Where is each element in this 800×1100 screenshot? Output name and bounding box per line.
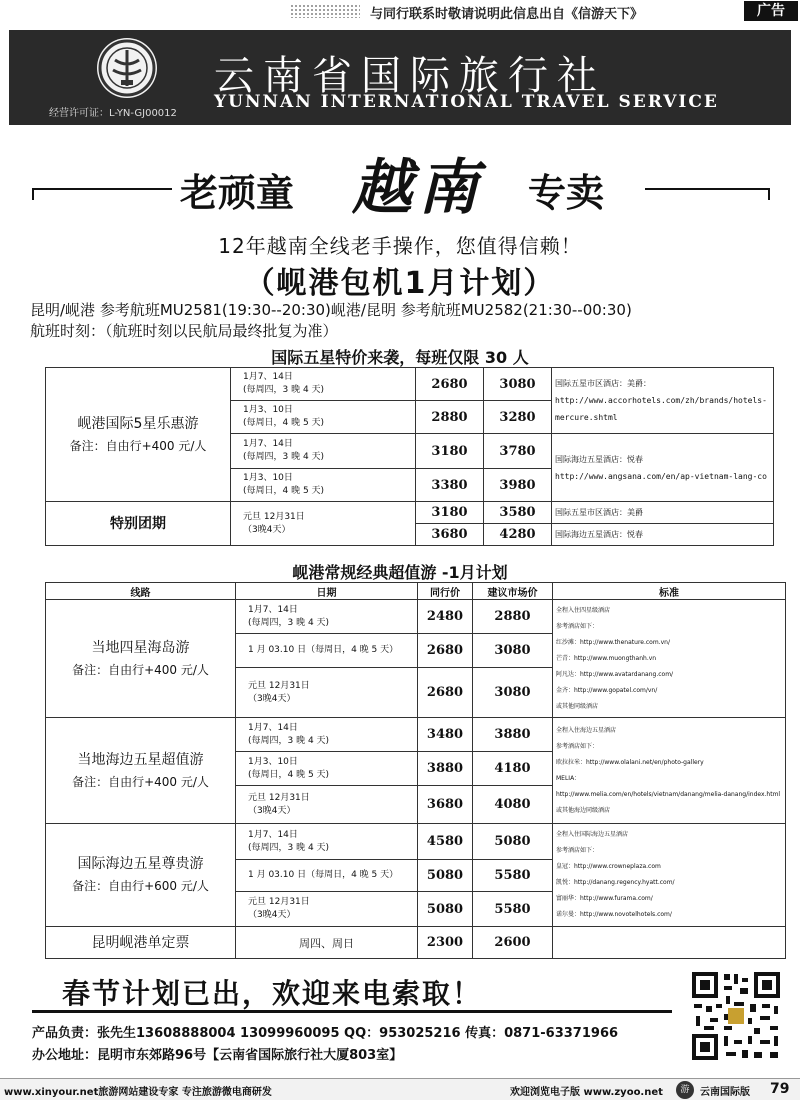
route-note: 备注：自由行+600 元/人 bbox=[72, 879, 209, 893]
top-strip bbox=[0, 0, 800, 22]
peer-price: 5080 bbox=[418, 860, 473, 892]
title-tick-right bbox=[768, 188, 770, 200]
peer-price: 3180 bbox=[416, 502, 484, 524]
market-price: 3080 bbox=[473, 634, 553, 668]
date-cell: 元旦 12月31日 （3晚4天） bbox=[236, 892, 418, 927]
peer-price: 3180 bbox=[416, 434, 484, 469]
edition-name: 云南国际版 bbox=[700, 1087, 750, 1098]
header-market: 建议市场价 bbox=[473, 583, 553, 600]
market-price: 3080 bbox=[473, 668, 553, 718]
peer-price: 2680 bbox=[418, 634, 473, 668]
market-price: 4080 bbox=[473, 786, 553, 824]
license-number: 经营许可证：L-YN-GJ00012 bbox=[49, 108, 177, 119]
market-price: 3980 bbox=[484, 469, 552, 502]
standard-info: 全程入住国际海边五星酒店 参考酒店如下： 皇冠：http://www.crowneplaza.com 凯悦：http://danang.regency.hyatt.com/ 富丽华：http://www.furama.com/ 诺尔曼：http://www.novotelhotels.com/ bbox=[553, 824, 786, 927]
date-cell: 1月7、14日 (每周四，3 晚 4 天) bbox=[236, 600, 418, 634]
date-cell: 1月7、14日 (每周四，3 晚 4 天) bbox=[231, 434, 416, 469]
peer-price: 3680 bbox=[418, 786, 473, 824]
market-price: 4280 bbox=[484, 524, 552, 546]
peer-price: 3380 bbox=[416, 469, 484, 502]
market-price: 2600 bbox=[473, 927, 553, 959]
market-price: 5080 bbox=[473, 824, 553, 860]
peer-price: 2880 bbox=[416, 401, 484, 434]
peer-price: 3880 bbox=[418, 752, 473, 786]
route-cell bbox=[46, 600, 236, 718]
market-price: 3880 bbox=[473, 718, 553, 752]
market-price: 3280 bbox=[484, 401, 552, 434]
agency-logo-icon bbox=[97, 38, 157, 98]
title-vietnam: 越南 bbox=[352, 153, 484, 223]
page-number: 79 bbox=[770, 1081, 790, 1097]
peer-price: 2680 bbox=[416, 368, 484, 401]
route-note: 备注：自由行+400 元/人 bbox=[72, 774, 209, 789]
five-star-special-table bbox=[45, 367, 774, 546]
subtitle: 12年越南全线老手操作，您值得信赖！ bbox=[218, 234, 582, 258]
route-cell bbox=[46, 824, 236, 927]
title-part3: 专卖 bbox=[528, 171, 605, 215]
footer-left-text: www.xinyour.net旅游网站建设专家 专注旅游微电商研发 bbox=[4, 1087, 272, 1098]
route-cell bbox=[46, 368, 231, 502]
route-note: 备注：自由行+400 元/人 bbox=[69, 438, 207, 453]
route-note: 备注：自由行+400 元/人 bbox=[72, 662, 209, 677]
peer-price: 4580 bbox=[418, 824, 473, 860]
route-cell bbox=[46, 718, 236, 824]
peer-price: 5080 bbox=[418, 892, 473, 927]
date-cell: 1月3、10日 (每周日，4 晚 5 天) bbox=[236, 752, 418, 786]
market-price: 5580 bbox=[473, 860, 553, 892]
route-name: 岘港国际5星乐惠游 bbox=[77, 415, 199, 432]
peer-price: 2480 bbox=[418, 600, 473, 634]
hotel-info: 国际海边五星酒店：悦春 http://www.angsana.com/en/ap-vietnam-lang-co bbox=[552, 434, 774, 502]
market-price: 5580 bbox=[473, 892, 553, 927]
route-name: 国际海边五星尊贵游 bbox=[77, 856, 204, 872]
date-cell: 1月3、10日 (每周日，4 晚 5 天) bbox=[231, 469, 416, 502]
empty-cell bbox=[553, 927, 786, 959]
market-price: 3580 bbox=[484, 502, 552, 524]
ad-tag: 广告 bbox=[744, 1, 798, 21]
section1-title: 国际五星特价来袭，每班仅限 30 人 bbox=[271, 348, 529, 367]
section2-title: 岘港常规经典超值游 -1月计划 bbox=[292, 563, 508, 582]
header-peer: 同行价 bbox=[418, 583, 473, 600]
flight-info: 昆明/岘港 参考航班MU2581(19:30--20:30)岘港/昆明 参考航班MU2582(21:30--00:30) bbox=[30, 301, 632, 319]
badge-icon: 游 bbox=[676, 1081, 694, 1099]
date-cell: 1 月 03.10 日（每周日，4 晚 5 天） bbox=[236, 860, 418, 892]
date-cell: 1月7、14日 (每周四，3 晚 4 天) bbox=[236, 718, 418, 752]
header-date: 日期 bbox=[236, 583, 418, 600]
date-cell: 元旦 12月31日 （3晚4天） bbox=[236, 786, 418, 824]
date-cell: 元旦 12月31日 （3晚4天） bbox=[231, 502, 416, 546]
market-price: 2880 bbox=[473, 600, 553, 634]
page-footer bbox=[0, 1078, 800, 1100]
footer-right-text: 欢迎浏览电子版 www.zyoo.net bbox=[510, 1087, 663, 1098]
route-name: 当地海边五星超值游 bbox=[77, 751, 204, 768]
title-part1: 老顽童 bbox=[180, 171, 295, 215]
ticket-name: 昆明岘港单定票 bbox=[46, 927, 236, 959]
market-price: 3780 bbox=[484, 434, 552, 469]
hotel-info: 国际五星市区酒店：美爵 bbox=[552, 502, 774, 524]
source-notice: 与同行联系时敬请说明此信息出自《信游天下》 bbox=[370, 7, 644, 22]
title-rule-right bbox=[645, 188, 770, 190]
contact-info: 产品负责：张先生13608888004 13099960095 QQ：953025216 传真：0871-63371966 bbox=[32, 1026, 619, 1041]
peer-price: 2300 bbox=[418, 927, 473, 959]
divider bbox=[32, 1010, 672, 1013]
charter-plan-title: （岘港包机1月计划） bbox=[244, 266, 556, 301]
date-cell: 1月7、14日 (每周四，3 晚 4 天) bbox=[231, 368, 416, 401]
date-cell: 1 月 03.10 日（每周日，4 晚 5 天） bbox=[236, 634, 418, 668]
regular-tour-table bbox=[45, 582, 786, 959]
market-price: 3080 bbox=[484, 368, 552, 401]
spring-festival-notice: 春节计划已出，欢迎来电索取！ bbox=[62, 977, 483, 1010]
header-standard: 标准 bbox=[553, 583, 786, 600]
route-name: 当地四星海岛游 bbox=[91, 639, 190, 656]
hotel-info: 国际五星市区酒店：美爵： http://www.accorhotels.com/zh/brands/hotels-mercure.shtml bbox=[552, 368, 774, 434]
date-cell: 元旦 12月31日 （3晚4天） bbox=[236, 668, 418, 718]
dot-pattern bbox=[290, 4, 360, 18]
date-cell: 1月7、14日 (每周四，3 晚 4 天) bbox=[236, 824, 418, 860]
agency-name-en: YUNNAN INTERNATIONAL TRAVEL SERVICE bbox=[214, 92, 719, 112]
agency-name-cn: 云南省国际旅行社 bbox=[214, 53, 606, 99]
hotel-info: 国际海边五星酒店：悦春 bbox=[552, 524, 774, 546]
ticket-days: 周四、周日 bbox=[236, 927, 418, 959]
agency-banner bbox=[9, 30, 791, 125]
title-rule-left bbox=[32, 188, 172, 190]
qr-code-icon bbox=[690, 970, 782, 1062]
special-tour-name: 特别团期 bbox=[46, 502, 231, 546]
peer-price: 2680 bbox=[418, 668, 473, 718]
peer-price: 3480 bbox=[418, 718, 473, 752]
standard-info: 全程入住四星级酒店 参考酒店如下： 红沙滩：http://www.thenature.com.vn/ 芒青：http://www.muongthanh.vn 阿凡达：http://www.avatardanang.com/ 金齐：http://www.gopatel.com/vn/ 或其他同级酒店 bbox=[553, 600, 786, 718]
flight-time-note: 航班时刻：（航班时刻以民航局最终批复为准） bbox=[30, 322, 338, 340]
promo-title bbox=[0, 140, 800, 223]
title-tick-left bbox=[32, 188, 34, 200]
standard-info: 全程入住海边五星酒店 参考酒店如下： 欧拉拉米：http://www.olalani.net/en/photo-gallery MELIA： http://www.melia.com/en/hotels/vietnam/danang/melia-danang/index.html 或其他海边同级酒店 bbox=[553, 718, 786, 824]
office-address: 办公地址：昆明市东郊路96号【云南省国际旅行社大厦803室】 bbox=[32, 1048, 403, 1063]
date-cell: 1月3、10日 (每周日，4 晚 5 天) bbox=[231, 401, 416, 434]
market-price: 4180 bbox=[473, 752, 553, 786]
peer-price: 3680 bbox=[416, 524, 484, 546]
header-route: 线路 bbox=[46, 583, 236, 600]
